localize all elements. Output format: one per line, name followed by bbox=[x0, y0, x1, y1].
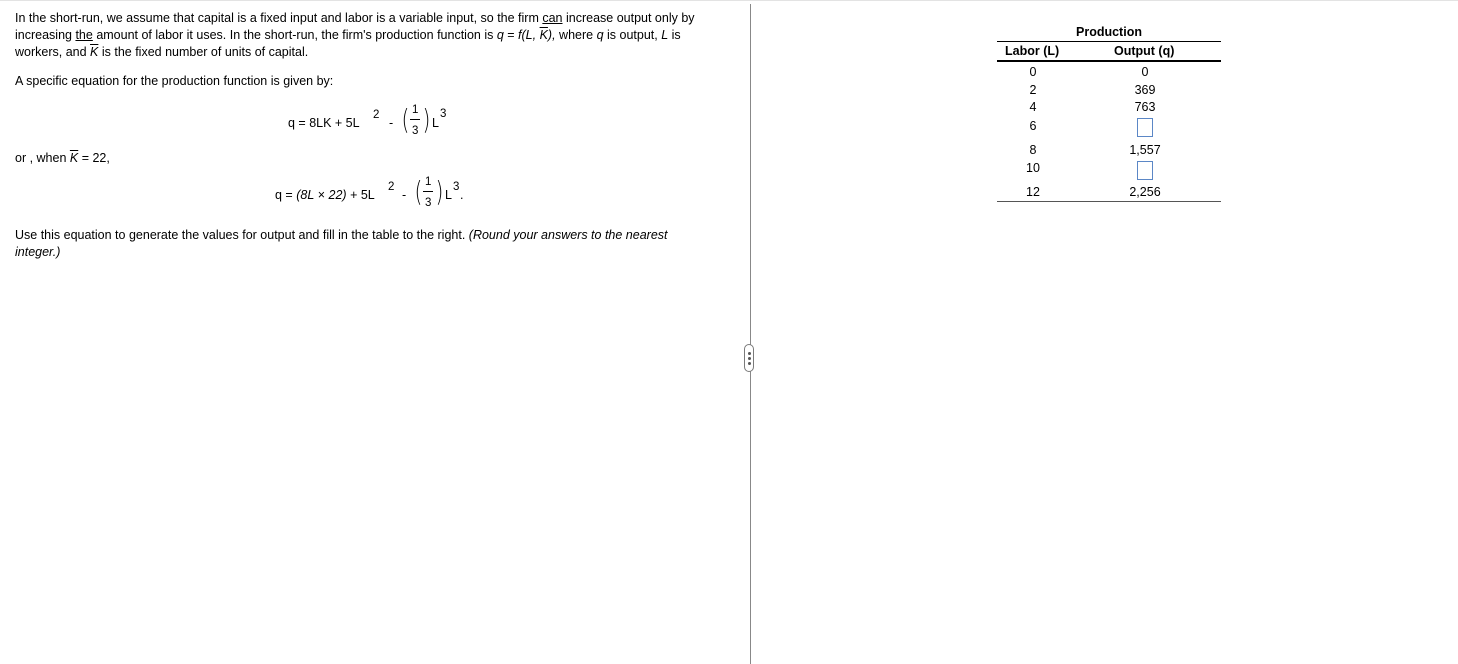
intro-text: can bbox=[542, 11, 563, 25]
eq2-L: L bbox=[445, 188, 452, 202]
math-kbar: $\overline{K}$ bbox=[539, 28, 548, 42]
or-when-text: = 22, bbox=[78, 151, 110, 165]
labor-cell: 12 bbox=[1026, 185, 1040, 199]
right-paren: ) bbox=[435, 175, 444, 208]
left-paren: ( bbox=[414, 175, 423, 208]
pane-divider[interactable] bbox=[750, 4, 751, 664]
eq1-exponent: 2 bbox=[373, 109, 380, 121]
eq2-exponent: 3 bbox=[453, 181, 460, 193]
labor-cell: 10 bbox=[1026, 161, 1040, 175]
intro-text: is output, bbox=[603, 28, 662, 42]
output-cell: 2,256 bbox=[1129, 185, 1161, 199]
output-input[interactable] bbox=[1137, 118, 1153, 137]
intro-text: amount of labor it uses. In the short-run, the firm's production function is bbox=[92, 28, 497, 42]
output-cell: 1,557 bbox=[1129, 143, 1161, 157]
eq1-fraction-numerator: 1 bbox=[412, 104, 419, 116]
instruction-italic: integer.) bbox=[15, 245, 61, 259]
eq2-fraction-bar bbox=[423, 191, 433, 192]
or-when-text: or , when bbox=[15, 151, 70, 165]
table-rule bbox=[997, 41, 1221, 42]
intro-text: is bbox=[668, 28, 681, 42]
math-var: q bbox=[496, 28, 504, 42]
eq2-lhs: q = (8L × 22) + 5L bbox=[275, 188, 375, 202]
intro-text: where bbox=[555, 28, 597, 42]
or-when-line bbox=[15, 151, 110, 165]
math-func: f(L, bbox=[518, 28, 540, 42]
intro-text: In the short-run, we assume that capital is a fixed input and labor is a variable input, so the firm bbox=[15, 11, 543, 25]
eq1-exponent: 3 bbox=[440, 108, 447, 120]
eq2-minus: - bbox=[402, 188, 407, 202]
intro-text: increase output only by bbox=[562, 11, 695, 25]
math-var: L bbox=[661, 28, 669, 42]
math-var: q bbox=[596, 28, 604, 42]
intro-paragraph bbox=[15, 10, 730, 61]
left-paren: ( bbox=[401, 103, 410, 136]
intro-text: increasing bbox=[15, 28, 76, 42]
labor-cell: 6 bbox=[1029, 119, 1037, 133]
top-border bbox=[0, 0, 1458, 1]
eq2-fraction-denominator: 3 bbox=[425, 197, 432, 209]
eq1-fraction-denominator: 3 bbox=[412, 125, 419, 137]
eq1-minus: - bbox=[389, 116, 394, 130]
labor-cell: 0 bbox=[1029, 65, 1037, 79]
output-input[interactable] bbox=[1137, 161, 1153, 180]
eq2-period: . bbox=[460, 188, 464, 202]
eq2-exponent: 2 bbox=[388, 181, 395, 193]
column-header-output: Output (q) bbox=[1114, 44, 1175, 58]
table-rule bbox=[997, 201, 1221, 202]
right-paren: ) bbox=[422, 103, 431, 136]
instruction-text: Use this equation to generate the values for output and fill in the table to the right. bbox=[15, 228, 469, 242]
question-text bbox=[15, 10, 730, 61]
intro-text: workers, and bbox=[15, 45, 91, 59]
instruction bbox=[15, 227, 668, 261]
table-caption: Production bbox=[1076, 25, 1142, 39]
labor-cell: 8 bbox=[1029, 143, 1037, 157]
eq1-L: L bbox=[432, 116, 439, 130]
intro-text: is the fixed number of units of capital. bbox=[98, 45, 309, 59]
math-op: = bbox=[503, 28, 519, 42]
labor-cell: 2 bbox=[1029, 83, 1037, 97]
eq1-fraction-bar bbox=[410, 119, 420, 120]
output-cell: 0 bbox=[1141, 65, 1149, 79]
drag-handle-icon[interactable] bbox=[744, 344, 754, 372]
output-cell: 369 bbox=[1134, 83, 1156, 97]
math-kbar: $\overline{K}$ bbox=[69, 151, 79, 165]
labor-cell: 4 bbox=[1029, 100, 1037, 114]
specific-label: A specific equation for the production function is given by: bbox=[15, 74, 334, 88]
table-rule bbox=[997, 60, 1221, 62]
output-cell: 763 bbox=[1134, 100, 1156, 114]
column-header-labor: Labor (L) bbox=[1005, 44, 1060, 58]
instruction-italic: (Round your answers to the nearest bbox=[468, 228, 668, 242]
intro-text: the bbox=[75, 28, 93, 42]
eq2-fraction-numerator: 1 bbox=[425, 176, 432, 188]
math-kbar: $\overline{K}$ bbox=[90, 45, 99, 59]
math-func: ), bbox=[547, 28, 556, 42]
eq1-lhs: q = 8LK + 5L bbox=[288, 116, 360, 130]
